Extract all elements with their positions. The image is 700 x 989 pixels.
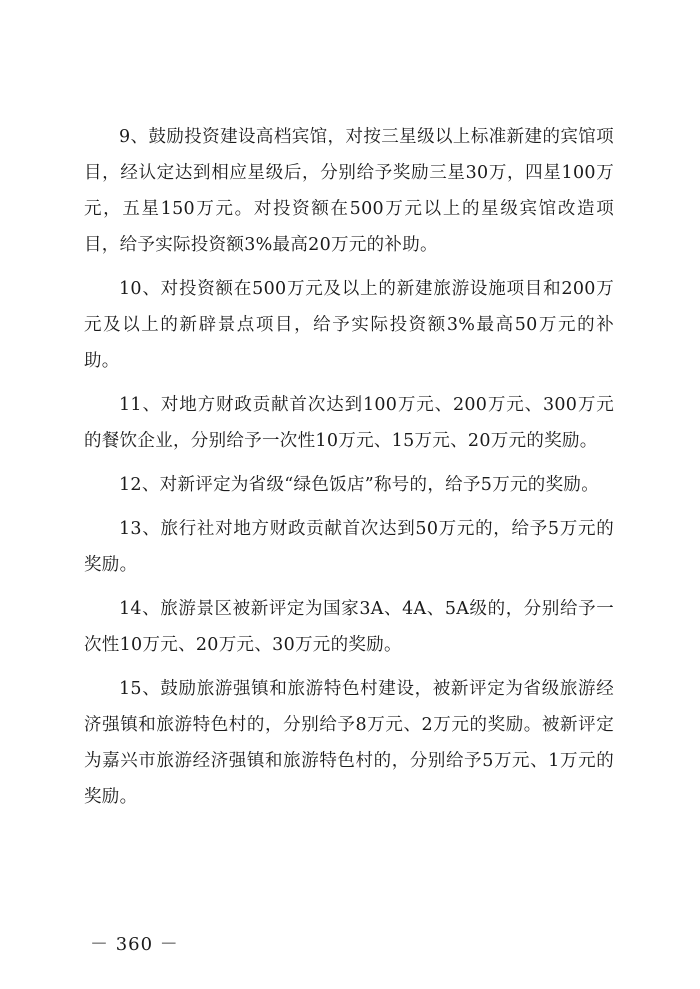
page-number: － 360 － (90, 934, 179, 955)
paragraph-item-10: 10、对投资额在500万元及以上的新建旅游设施项目和200万元及以上的新辟景点项目，给予实际投资额3%最高50万元的补助。 (84, 279, 614, 371)
paragraph-item-14: 14、旅游景区被新评定为国家3A、4A、5A级的，分别给予一次性10万元、20万元、30万元的奖励。 (84, 599, 614, 655)
paragraph-item-9: 9、鼓励投资建设高档宾馆，对按三星级以上标准新建的宾馆项目，经认定达到相应星级后，分别给予奖励三星30万，四星100万元，五星150万元。对投资额在500万元以上的星级宾馆改造项目，给予实际投资额3%最高20万元的补助。 (84, 127, 614, 255)
paragraph-item-12: 12、对新评定为省级“绿色饭店”称号的，给予5万元的奖励。 (119, 475, 599, 495)
paragraph-item-15: 15、鼓励旅游强镇和旅游特色村建设，被新评定为省级旅游经济强镇和旅游特色村的，分别给予8万元、2万元的奖励。被新评定为嘉兴市旅游经济强镇和旅游特色村的，分别给予5万元、1万元的奖励。 (84, 679, 614, 807)
document-body (84, 119, 614, 823)
paragraph-item-11: 11、对地方财政贡献首次达到100万元、200万元、300万元的餐饮企业，分别给予一次性10万元、15万元、20万元的奖励。 (84, 395, 614, 451)
paragraph-item-13: 13、旅行社对地方财政贡献首次达到50万元的，给予5万元的奖励。 (84, 519, 614, 575)
